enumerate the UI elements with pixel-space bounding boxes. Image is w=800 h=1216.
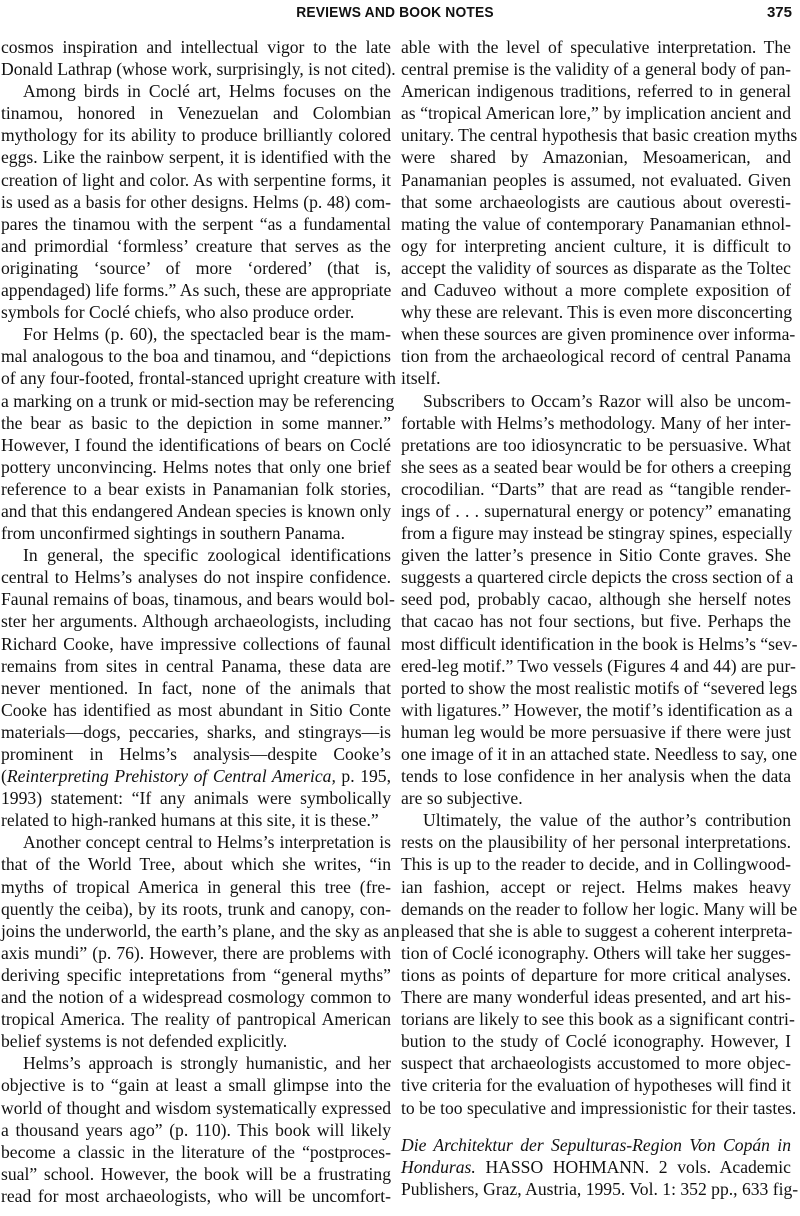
text-line <box>401 1156 791 1178</box>
page-number: 375 <box>766 4 792 21</box>
text-line: and Caduveo without a more complete exposition of <box>401 280 791 301</box>
text-line: unitary. The central hypothesis that basic creation myths <box>401 125 798 146</box>
text-line: symbols for Coclé chiefs, who also produce order. <box>1 302 355 323</box>
text-line: were shared by Amazonian, Mesoamerican, and <box>401 147 791 168</box>
text-span: HASSO HOHMANN. 2 vols. Academic <box>475 1156 791 1177</box>
text-line: central premise is the validity of a general body of pan- <box>401 59 791 80</box>
text-line: Ultimately, the value of the author’s contribution <box>423 810 791 831</box>
text-line: ogy for interpreting ancient culture, it is difficult to <box>401 235 791 256</box>
text-line: reference to a bear exists in Panamanian folk stories, <box>1 478 391 499</box>
text-line: a thousand years ago” (p. 110). This book will likely <box>1 1119 391 1140</box>
text-line: is used as a basis for other designs. Helms (p. 48) com- <box>1 191 391 212</box>
italic-title: Reinterpreting Prehistory of Central America, <box>6 766 336 787</box>
text-line: given the latter’s presence in Sitio Conte graves. She <box>401 545 791 566</box>
text-line: materials—dogs, peccaries, sharks, and stingrays—is <box>1 721 391 742</box>
text-line: Richard Cooke, have impressive collections of faunal <box>1 633 391 654</box>
left-column <box>1 36 400 1207</box>
text-line: Cooke has identified as most abundant in Sitio Conte <box>1 699 391 720</box>
text-line: tends to lose confidence in her analysis when the data <box>401 766 791 787</box>
text-line: Panamanian peoples is assumed, not evaluated. Given <box>401 169 791 190</box>
text-line: pares the tinamou with the serpent “as a fundamental <box>1 213 391 234</box>
text-line: become a classic in the literature of the “postproces- <box>1 1141 391 1162</box>
text-line: pleased that she is able to suggest a coherent interpreta- <box>401 920 793 941</box>
text-line: tion from the archaeological record of central Panama <box>401 346 791 367</box>
text-line: bution to the study of Coclé iconography. However, I <box>401 1031 791 1052</box>
text-line: This is up to the reader to decide, and in Collingwood- <box>401 854 791 875</box>
text-line: appendaged) life forms.” As such, these are appropriate <box>1 280 392 301</box>
text-line: related to high-ranked humans at this site, it is these.” <box>1 810 379 831</box>
text-line: Publishers, Graz, Austria, 1995. Vol. 1: 352 pp., 633 fig- <box>401 1178 799 1199</box>
text-line: quently the ceiba), by its roots, trunk and canopy, con- <box>1 898 391 919</box>
text-line: joins the underworld, the earth’s plane, and the sky as an <box>1 920 400 941</box>
text-line: fortable with Helms’s methodology. Many of her inter- <box>401 412 791 433</box>
text-line: pretations are too idiosyncratic to be persuasive. What <box>401 434 791 455</box>
book-citation <box>401 1134 799 1200</box>
text-line: objective is to “gain at least a small glimpse into the <box>1 1075 391 1096</box>
text-line: seed pod, probably cacao, although she herself notes <box>401 589 791 610</box>
text-line: ings of . . . supernatural energy or potency” emanating <box>401 500 791 521</box>
text-line: Donald Lathrap (whose work, surprisingly, is not cited). <box>1 59 396 80</box>
text-line: itself. <box>401 368 441 389</box>
text-line: Faunal remains of boas, tinamous, and bears would bol- <box>1 589 395 610</box>
text-line: American indigenous traditions, referred to in general <box>401 81 791 102</box>
text-line: ian fashion, accept or reject. Helms makes heavy <box>401 876 791 897</box>
paragraph <box>401 36 798 390</box>
text-line: axis mundi” (p. 76). However, there are problems with <box>1 942 391 963</box>
text-line: to be too speculative and impressionistic for their tastes. <box>401 1097 797 1118</box>
text-line: ster her arguments. Although archaeologists, including <box>1 611 391 632</box>
text-line: crocodilian. “Darts” that are read as “tangible render- <box>401 478 791 499</box>
text-line: Subscribers to Occam’s Razor will also be uncom- <box>423 390 791 411</box>
text-line: as “tropical American lore,” by implication ancient and <box>401 103 791 124</box>
text-line: cosmos inspiration and intellectual vigor to the late <box>1 37 391 57</box>
text-line: tion of Coclé iconography. Others will take her sugges- <box>401 942 791 963</box>
text-line: one image of it in an attached state. Needless to say, one <box>401 744 798 764</box>
text-line: Another concept central to Helms’s interpretation is <box>23 832 391 853</box>
italic-title: Die Architektur der Sepulturas-Region Von Copán in <box>401 1134 791 1155</box>
text-line: deriving specific intepretations from “general myths” <box>1 964 391 985</box>
text-line: eggs. Like the rainbow serpent, it is identified with the <box>1 147 391 168</box>
text-line: Helms’s approach is strongly humanistic, and her <box>23 1053 391 1074</box>
text-line: accept the validity of sources as disparate as the Toltec <box>401 257 791 278</box>
text-line <box>1 765 391 787</box>
text-line: mal analogous to the boa and tinamou, and “depictions <box>1 346 391 367</box>
text-line: suggests a quartered circle depicts the cross section of a <box>401 567 794 588</box>
right-column <box>401 36 799 1200</box>
text-line: are so subjective. <box>401 788 523 809</box>
text-line: However, I found the identifications of bears on Coclé <box>1 434 391 455</box>
text-line: able with the level of speculative interpretation. The <box>401 37 791 57</box>
text-line: read for most archaeologists, who will be uncomfort- <box>1 1185 391 1206</box>
text-line: a marking on a trunk or mid-section may be referencing <box>1 390 395 411</box>
paragraph <box>1 36 396 80</box>
text-line: mythology for its ability to produce brilliantly colored <box>1 125 391 146</box>
paragraph <box>1 323 396 544</box>
text-line: ered-leg motif.” Two vessels (Figures 4 and 44) are pur- <box>401 655 796 676</box>
text-line: why these are relevant. This is even more disconcerting <box>401 302 793 323</box>
text-line: creation of light and color. As with serpentine forms, it <box>1 169 391 190</box>
text-line: myths of tropical America in general this tree (fre- <box>1 876 391 897</box>
paragraph <box>401 809 798 1118</box>
text-line: she sees as a seated bear would be for others a creeping <box>401 456 792 477</box>
text-line: pottery unconvincing. Helms notes that only one brief <box>1 456 391 477</box>
text-line: tinamou, honored in Venezuelan and Colombian <box>1 103 391 124</box>
text-line: most difficult identification in the book is Helms’s “sev- <box>401 633 798 654</box>
text-line: tions as points of departure for more critical analyses. <box>401 964 791 985</box>
text-line: human leg would be more persuasive if there were just <box>401 721 791 742</box>
text-line: There are many wonderful ideas presented, and art his- <box>401 987 791 1008</box>
text-line: torians are likely to see this book as a significant contri- <box>401 1009 795 1030</box>
italic-title: Honduras. <box>401 1156 476 1177</box>
text-line: prominent in Helms’s analysis—despite Cooke’s <box>1 744 391 764</box>
text-line: that cacao has not four sections, but five. Perhaps the <box>401 611 791 632</box>
text-line: of any four-footed, frontal-stanced upright creature with <box>1 368 396 389</box>
paragraph <box>401 390 798 810</box>
text-line: that of the World Tree, about which she writes, “in <box>1 854 391 875</box>
paragraph <box>1 544 395 831</box>
text-line: when these sources are given prominence over informa- <box>401 324 796 345</box>
text-line: and the notion of a widespread cosmology common to <box>1 987 391 1008</box>
text-line: tive criteria for the evaluation of hypotheses will find it <box>401 1075 791 1096</box>
text-line: the bear as basic to the depiction in some manner.” <box>1 412 391 433</box>
text-line: from unconfirmed sightings in southern Panama. <box>1 523 345 544</box>
text-line: 1993) statement: “If any animals were symbolically <box>1 788 391 809</box>
text-line: that some archaeologists are cautious about overesti- <box>401 191 791 212</box>
paragraph <box>1 831 400 1052</box>
text-line: rests on the plausibility of her personal interpretations. <box>401 832 791 853</box>
text-line: with ligatures.” However, the motif’s identification as a <box>401 699 793 720</box>
text-span: p. 195, <box>335 766 391 787</box>
text-line: originating ‘source’ of more ‘ordered’ (that is, <box>1 257 391 278</box>
text-span: ( <box>1 766 7 787</box>
text-line: Among birds in Coclé art, Helms focuses on the <box>23 81 391 102</box>
running-header: REVIEWS AND BOOK NOTES <box>296 4 494 21</box>
text-line: belief systems is not defended explicitly. <box>1 1031 288 1052</box>
text-line: mating the value of contemporary Panamanian ethnol- <box>401 213 791 234</box>
text-line: sual” school. However, the book will be a frustrating <box>1 1163 391 1184</box>
text-line <box>401 1134 791 1156</box>
text-line: world of thought and wisdom systematically expressed <box>1 1097 391 1118</box>
text-line: remains from sites in central Panama, these data are <box>1 655 391 676</box>
text-line: central to Helms’s analyses do not inspire confidence. <box>1 567 391 588</box>
text-line: from a figure may instead be stingray spines, especially <box>401 523 793 544</box>
text-line: ported to show the most realistic motifs of “severed legs <box>401 677 798 698</box>
text-line: demands on the reader to follow her logic. Many will be <box>401 898 798 919</box>
text-line: In general, the specific zoological identifications <box>23 545 391 566</box>
text-line: never mentioned. In fact, none of the animals that <box>1 677 391 698</box>
text-line: For Helms (p. 60), the spectacled bear is the mam- <box>23 324 391 345</box>
text-line: and primordial ‘formless’ creature that serves as the <box>1 235 391 256</box>
text-line: tropical America. The reality of pantropical American <box>1 1009 391 1030</box>
paragraph <box>1 1052 391 1207</box>
paragraph <box>1 80 391 323</box>
text-line: suspect that archaeologists accustomed to more objec- <box>401 1053 791 1074</box>
text-line: and that this endangered Andean species is known only <box>1 500 391 521</box>
